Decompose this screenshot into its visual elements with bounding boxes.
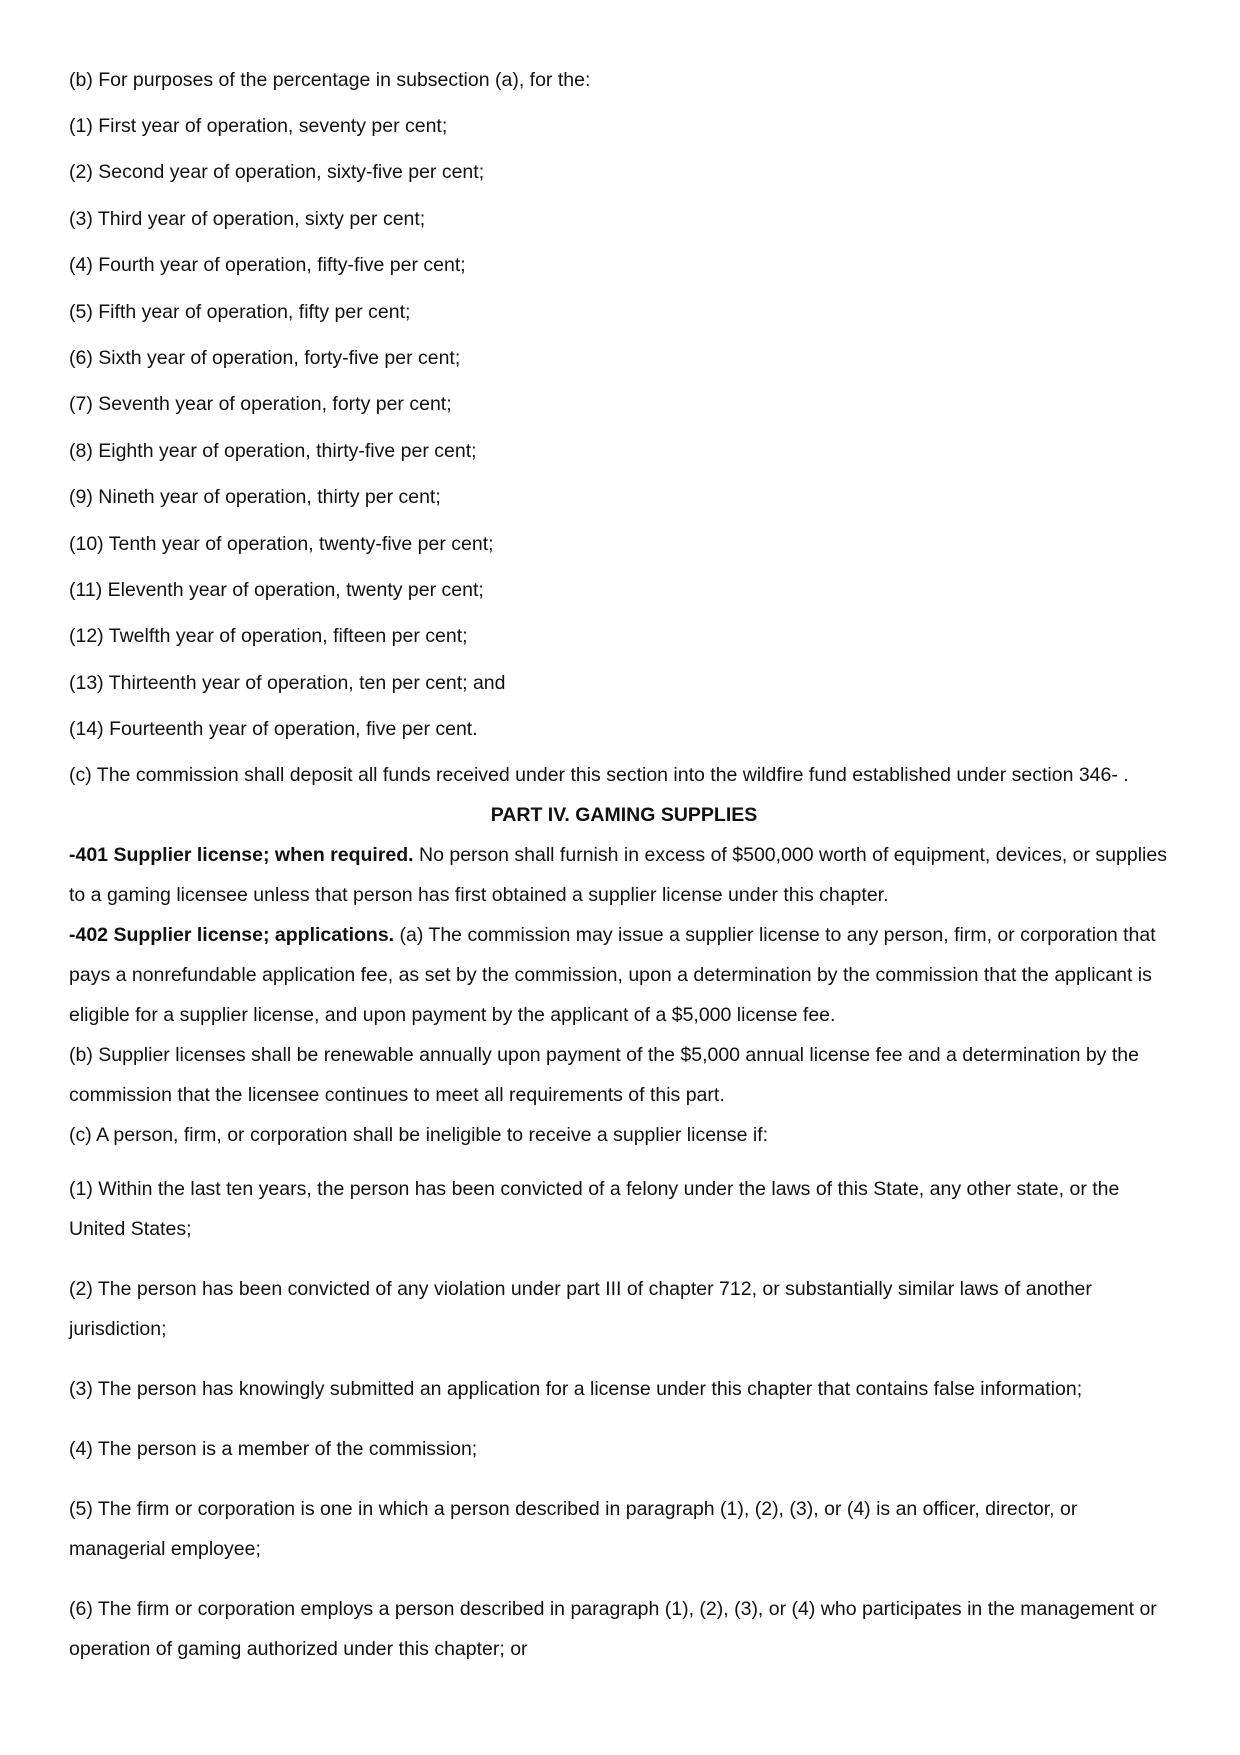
part-heading: PART IV. GAMING SUPPLIES (490, 804, 758, 827)
section-402-subsection-b: (b) Supplier licenses shall be renewable annually upon payment of the $5,000 annual license fee and a determination by the commission that the licensee continues to meet all requirements of this part. (69, 1044, 1139, 1107)
paragraph-item: (3) The person has knowingly submitted an application for a license under this chapter that contains false information; (69, 1378, 1083, 1401)
list-item: (10) Tenth year of operation, twenty-five per cent; (69, 532, 494, 555)
section-401 (69, 835, 1179, 915)
paragraph-item: (6) The firm or corporation employs a person described in paragraph (1), (2), (3), or (4) who participates in the management or operation of gaming authorized under this chapter; or (69, 1598, 1157, 1661)
section-402-text: (a) The commission may issue a supplier license to any person, firm, or corporation that pays a nonrefundable application fee, as set by the commission, upon a determination by the commission that the applicant is eligible for a supplier license, and upon payment by the applicant of a $5,000 license fee. (69, 924, 1156, 1027)
subsection-b-intro: (b) For purposes of the percentage in subsection (a), for the: (69, 69, 591, 91)
list-item: (12) Twelfth year of operation, fifteen per cent; (69, 625, 468, 648)
list-item: (5) Fifth year of operation, fifty per cent; (69, 300, 411, 323)
year-percentage-list (69, 106, 1179, 749)
section-401-heading: -401 Supplier license; when required. (69, 844, 414, 867)
subsection-c-deposit: (c) The commission shall deposit all funds received under this section into the wildfire fund established under section 346- . (69, 764, 1129, 787)
document-page (69, 60, 1179, 1669)
paragraph-item: (5) The firm or corporation is one in which a person described in paragraph (1), (2), (3), or (4) is an officer, director, or managerial employee; (69, 1498, 1078, 1561)
list-item: (4) Fourth year of operation, fifty-five per cent; (69, 254, 466, 277)
ineligibility-paragraphs (69, 1169, 1179, 1669)
paragraph-item: (1) Within the last ten years, the person has been convicted of a felony under the laws of this State, any other state, or the United States; (69, 1178, 1120, 1241)
list-item: (2) Second year of operation, sixty-five per cent; (69, 161, 485, 184)
section-402-subsection-c: (c) A person, firm, or corporation shall be ineligible to receive a supplier license if: (69, 1124, 769, 1147)
section-402 (69, 915, 1179, 1035)
list-item: (14) Fourteenth year of operation, five per cent. (69, 718, 478, 741)
list-item: (3) Third year of operation, sixty per cent; (69, 207, 426, 230)
list-item: (6) Sixth year of operation, forty-five per cent; (69, 346, 461, 369)
list-item: (8) Eighth year of operation, thirty-five per cent; (69, 439, 477, 462)
list-item: (1) First year of operation, seventy per cent; (69, 115, 448, 137)
list-item: (9) Nineth year of operation, thirty per cent; (69, 486, 441, 509)
paragraph-item: (2) The person has been convicted of any violation under part III of chapter 712, or substantially similar laws of another jurisdiction; (69, 1278, 1092, 1341)
list-item: (11) Eleventh year of operation, twenty per cent; (69, 578, 484, 601)
paragraph-item: (4) The person is a member of the commission; (69, 1438, 478, 1461)
list-item: (7) Seventh year of operation, forty per cent; (69, 393, 452, 416)
section-402-heading: -402 Supplier license; applications. (69, 924, 395, 947)
list-item: (13) Thirteenth year of operation, ten per cent; and (69, 671, 506, 694)
section-401-text: No person shall furnish in excess of $500,000 worth of equipment, devices, or supplies to a gaming licensee unless that person has first obtained a supplier license under this chapter. (69, 844, 1167, 907)
